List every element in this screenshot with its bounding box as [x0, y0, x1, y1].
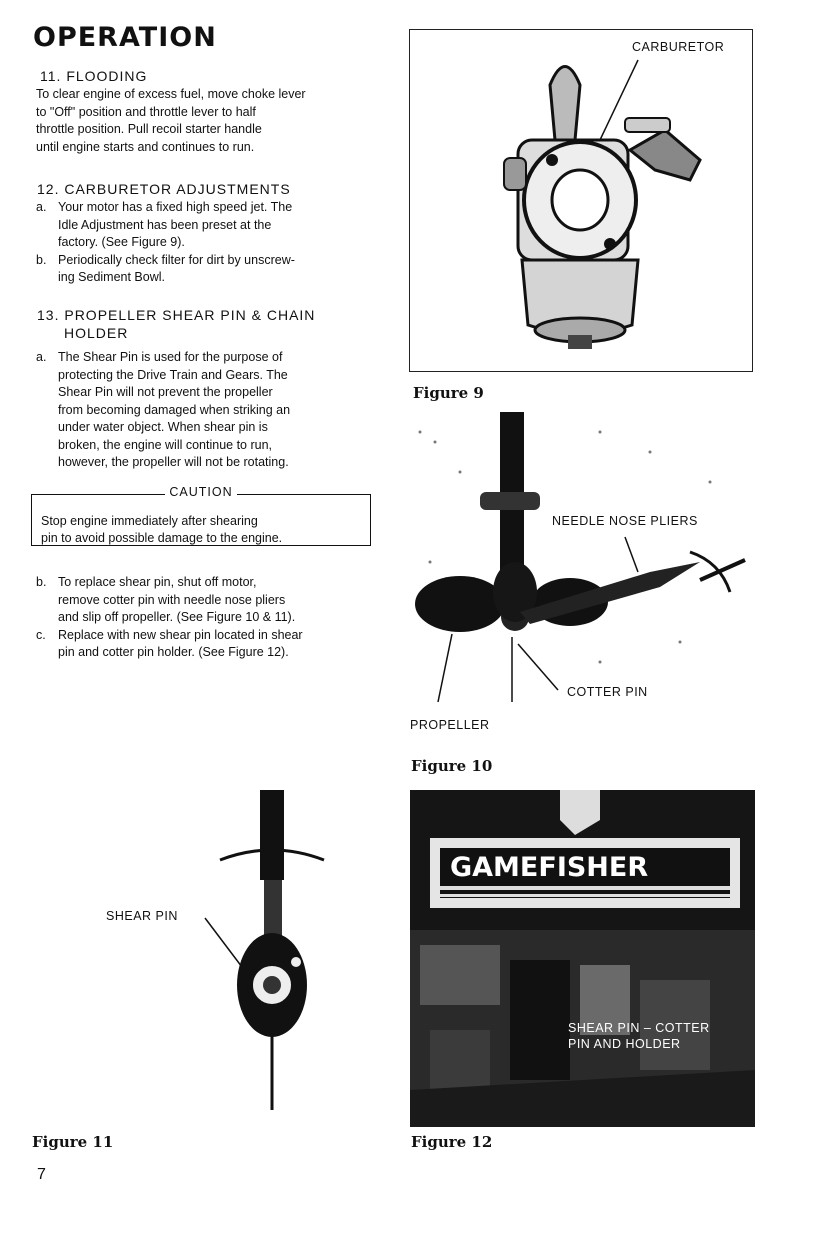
text-line: pin and cotter pin holder. (See Figure 12). — [58, 645, 289, 659]
text-line: throttle position. Pull recoil starter handle — [36, 122, 262, 136]
list-item — [36, 199, 396, 252]
section-13-title — [37, 306, 315, 342]
text-line: to "Off" position and throttle lever to half — [36, 104, 256, 119]
figure-10-image — [400, 412, 790, 742]
text-line: Replace with new shear pin located in shear — [58, 627, 303, 642]
text-line: ing Sediment Bowl. — [58, 270, 166, 284]
text-line: and slip off propeller. (See Figure 10 & 11). — [58, 610, 296, 624]
caution-line: pin to avoid possible damage to the engine. — [41, 531, 283, 545]
shear-pin-holder-label — [568, 1020, 710, 1052]
text-line: factory. (See Figure 9). — [58, 235, 185, 249]
label-line: SHEAR PIN – COTTER — [568, 1021, 710, 1035]
section-11-title: 11. FLOODING — [40, 68, 148, 84]
figure-11-image — [200, 790, 400, 1120]
text-line: protecting the Drive Train and Gears. The — [58, 367, 288, 382]
carburetor-illustration — [410, 30, 751, 370]
shear-pin-label: SHEAR PIN — [106, 909, 178, 923]
figure-10-caption: Figure 10 — [411, 757, 493, 775]
figure-11-caption: Figure 11 — [32, 1133, 114, 1151]
figure-9-image — [409, 29, 753, 372]
title-line: HOLDER — [64, 325, 129, 341]
list-item — [36, 627, 398, 662]
text-line: To clear engine of excess fuel, move choke lever — [36, 87, 306, 101]
gamefisher-motor-photo — [410, 790, 790, 1127]
text-line: Your motor has a fixed high speed jet. The — [58, 200, 293, 214]
caution-line: Stop engine immediately after shearing — [41, 514, 258, 528]
needle-nose-pliers-label: NEEDLE NOSE PLIERS — [552, 514, 698, 528]
label-line: PIN AND HOLDER — [568, 1037, 681, 1051]
caution-box — [31, 485, 371, 546]
page-title: OPERATION — [33, 22, 217, 53]
item-label: b. — [36, 252, 47, 267]
text-line: under water object. When shear pin is — [58, 420, 268, 434]
text-line: from becoming damaged when striking an — [58, 402, 291, 417]
text-line: remove cotter pin with needle nose pliers — [58, 592, 286, 607]
text-line: To replace shear pin, shut off motor, — [58, 575, 257, 589]
text-line: The Shear Pin is used for the purpose of — [58, 350, 283, 364]
text-line: until engine starts and continues to run. — [36, 139, 255, 154]
item-label: c. — [36, 627, 46, 642]
page-number: 7 — [37, 1166, 46, 1183]
section-13-body — [36, 349, 398, 472]
item-label: a. — [36, 200, 47, 214]
section-12-title: 12. CARBURETOR ADJUSTMENTS — [37, 181, 291, 197]
figure-9-caption: Figure 9 — [413, 384, 484, 402]
text-line: however, the propeller will not be rotating. — [58, 455, 289, 469]
list-item — [36, 574, 398, 627]
text-line: Shear Pin will not prevent the propeller — [58, 385, 273, 399]
section-13-body-continued — [36, 574, 398, 662]
cotter-pin-label: COTTER PIN — [567, 685, 648, 699]
section-12-body — [36, 199, 396, 287]
section-11-body — [36, 86, 391, 156]
caution-title: CAUTION — [165, 485, 236, 499]
propeller-label: PROPELLER — [410, 718, 490, 732]
figure-12-image — [410, 790, 790, 1127]
gamefisher-brand: GAMEFISHER — [450, 852, 649, 883]
carburetor-label: CARBURETOR — [632, 40, 725, 54]
figure-12-caption: Figure 12 — [411, 1133, 493, 1151]
item-label: a. — [36, 350, 47, 364]
list-item — [36, 349, 398, 472]
text-line: broken, the engine will continue to run, — [58, 437, 273, 452]
text-line: Idle Adjustment has been preset at the — [58, 217, 272, 232]
text-line: Periodically check filter for dirt by unscrew- — [58, 252, 295, 267]
item-label: b. — [36, 575, 47, 589]
title-line: 13. PROPELLER SHEAR PIN & CHAIN — [37, 307, 316, 323]
shear-pin-photo — [200, 790, 400, 1120]
list-item — [36, 252, 396, 287]
